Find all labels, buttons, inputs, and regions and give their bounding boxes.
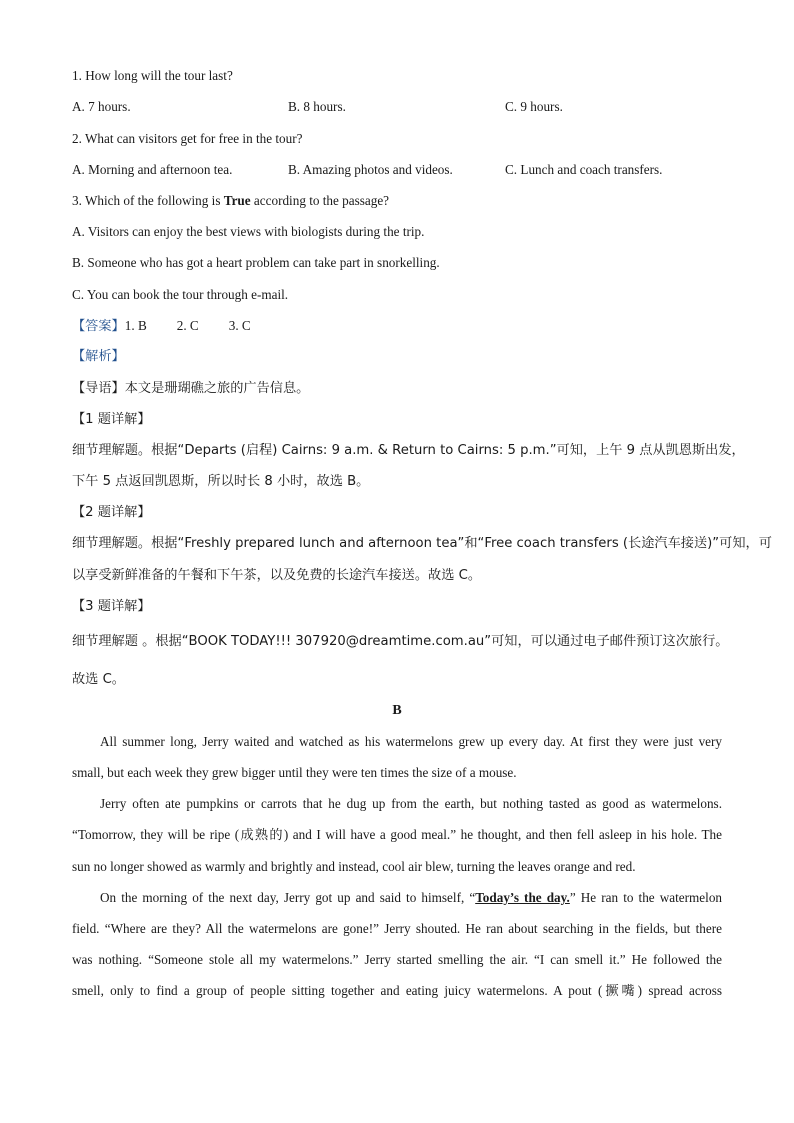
answer-item-2: 2. C — [176, 318, 199, 333]
passage-line-6-post: ” He ran to the watermelon — [569, 890, 723, 905]
question-3-stem-pre: 3. Which of the following is — [72, 193, 224, 208]
passage-line-4: “Tomorrow, they will be ripe (成熟的) and I will have a good meal.” he thought, and then fell asleep in his hole. The — [72, 827, 722, 842]
q2-detail-line-1: 细节理解题。根据“Freshly prepared lunch and afternoon tea”和“Free coach transfers (长途汽车接送)”可知，可 — [72, 536, 772, 551]
question-1-option-a: A. 7 hours. — [72, 99, 131, 114]
question-2-option-a: A. Morning and afternoon tea. — [72, 162, 233, 177]
question-3-option-a: A. Visitors can enjoy the best views with biologists during the trip. — [72, 224, 425, 239]
q2-detail-tag: 【2 题详解】 — [72, 505, 151, 520]
question-2-option-c: C. Lunch and coach transfers. — [505, 162, 663, 177]
q2-detail-line-2: 以享受新鲜准备的午餐和下午茶，以及免费的长途汽车接送。故选 C。 — [72, 568, 482, 583]
guide-text: 本文是珊瑚礁之旅的广告信息。 — [124, 381, 310, 396]
answer-item-1: 1. B — [124, 318, 147, 333]
question-1-option-b: B. 8 hours. — [288, 99, 346, 114]
q1-detail-tag: 【1 题详解】 — [72, 412, 151, 427]
q1-detail-line-1: 细节理解题。根据“Departs (启程) Cairns: 9 a.m. & Return to Cairns: 5 p.m.”可知，上午 9 点从凯恩斯出发， — [72, 443, 745, 458]
passage-highlight: Today’s the day. — [475, 890, 570, 905]
answer-line — [72, 317, 251, 336]
answer-tag: 【答案】 — [72, 319, 125, 334]
question-3-stem — [72, 192, 389, 210]
question-3-option-b: B. Someone who has got a heart problem can take part in snorkelling. — [72, 255, 440, 270]
q3-detail-tag: 【3 题详解】 — [72, 599, 151, 614]
passage-line-7: field. “Where are they? All the watermelons are gone!” Jerry shouted. He ran about searching in the fields, but there — [72, 921, 722, 936]
passage-line-3: Jerry often ate pumpkins or carrots that he dug up from the earth, but nothing tasted as good as watermelons. — [100, 796, 722, 811]
passage-line-5: sun no longer showed as warmly and brightly and instead, cool air blew, turning the leaves orange and red. — [72, 859, 636, 874]
q3-detail-line-2: 故选 C。 — [72, 672, 125, 687]
q1-detail-line-2: 下午 5 点返回凯恩斯，所以时长 8 小时，故选 B。 — [72, 474, 370, 489]
guide-line — [72, 380, 309, 398]
passage-b-title: B — [392, 703, 402, 718]
answer-item-3: 3. C — [228, 318, 251, 333]
passage-line-6 — [100, 889, 722, 907]
question-3-stem-bold: True — [223, 193, 251, 208]
question-2-stem: 2. What can visitors get for free in the tour? — [72, 131, 303, 146]
passage-line-6-pre: On the morning of the next day, Jerry got up and said to himself, “ — [100, 890, 476, 905]
question-3-option-c: C. You can book the tour through e-mail. — [72, 287, 289, 302]
question-2-option-b: B. Amazing photos and videos. — [288, 162, 453, 177]
question-1-stem: 1. How long will the tour last? — [72, 68, 233, 83]
passage-line-1: All summer long, Jerry waited and watched as his watermelons grew up every day. At first they were just very — [100, 734, 722, 749]
guide-tag: 【导语】 — [72, 381, 125, 396]
passage-line-2: small, but each week they grew bigger until they were ten times the size of a mouse. — [72, 765, 517, 780]
analysis-tag: 【解析】 — [72, 349, 125, 364]
question-1-option-c: C. 9 hours. — [505, 99, 563, 114]
passage-line-8: was nothing. “Someone stole all my watermelons.” Jerry started smelling the air. “I can smell it.” He followed the — [72, 952, 722, 967]
question-3-stem-post: according to the passage? — [250, 193, 390, 208]
passage-line-9: smell, only to find a group of people sitting together and eating juicy watermelons. A pout (撅嘴) spread across — [72, 983, 722, 998]
q3-detail-line-1: 细节理解题 。根据“BOOK TODAY!!! 307920@dreamtime.com.au”可知，可以通过电子邮件预订这次旅行。 — [72, 634, 729, 649]
